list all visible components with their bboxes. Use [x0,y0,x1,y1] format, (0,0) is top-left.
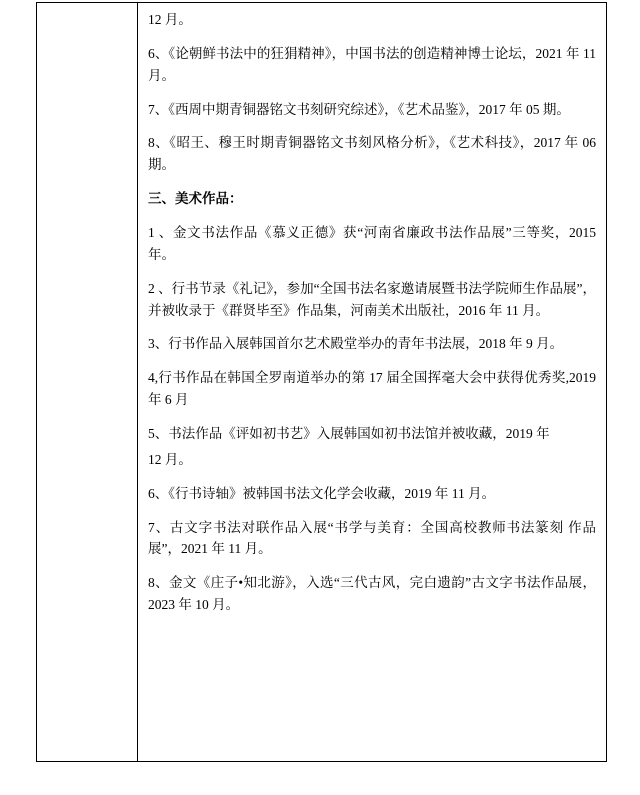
table-cell-content [138,3,607,762]
paragraph: 6、《行书诗轴》被韩国书法文化学会收藏，2019 年 11 月。 [148,485,496,501]
paragraph: 8、《昭王、穆王时期青铜器铭文书刻风格分析》，《艺术科技》，2017 年 06 期。 [148,135,596,173]
paragraph: 1 、金文书法作品《慕义正德》获“河南省廉政书法作品展”三等奖，2015 年。 [148,225,596,262]
content-body [138,3,606,748]
trailing-space [146,622,598,742]
paragraph: 12 月。 [148,12,192,27]
paragraph: 7、古文字书法对联作品入展“书学与美育：全国高校教师书法篆刻 作品展”，2021 年 11 月。 [148,519,596,557]
paragraph: 4,行书作品在韩国全罗南道举办的第 17 届全国挥毫大会中获得优秀奖,2019 年 6 月 [148,370,596,408]
paragraph: 8、金文《庄子•知北游》，入选“三代古风，完白遗韵”古文字书法作品展，2023 年 10 月。 [148,575,596,613]
paragraph: 7、《西周中期青铜器铭文书刻研究综述》，《艺术品鉴》，2017 年 05 期。 [148,101,570,117]
paragraph: 3、行书作品入展韩国首尔艺术殿堂举办的青年书法展，2018 年 9 月。 [148,336,564,352]
paragraph: 5、书法作品《评如初书艺》入展韩国如初书法馆并被收藏，2019 年 [148,426,550,442]
paragraph: 2 、行书节录《礼记》，参加“全国书法名家邀请展暨书法学院师生作品展”，并被收录于《群贤毕至》作品集，河南美术出版社，2016 年 11 月。 [148,280,596,318]
content-table [36,2,607,762]
section-heading: 三、美术作品： [148,191,243,207]
paragraph: 6、《论朝鲜书法中的狂狷精神》，中国书法的创造精神博士论坛，2021 年 11 月。 [148,45,596,83]
left-label-text [37,3,137,13]
table-row [37,3,607,762]
table-cell-left-label [37,3,138,762]
paragraph: 12 月。 [148,451,192,467]
